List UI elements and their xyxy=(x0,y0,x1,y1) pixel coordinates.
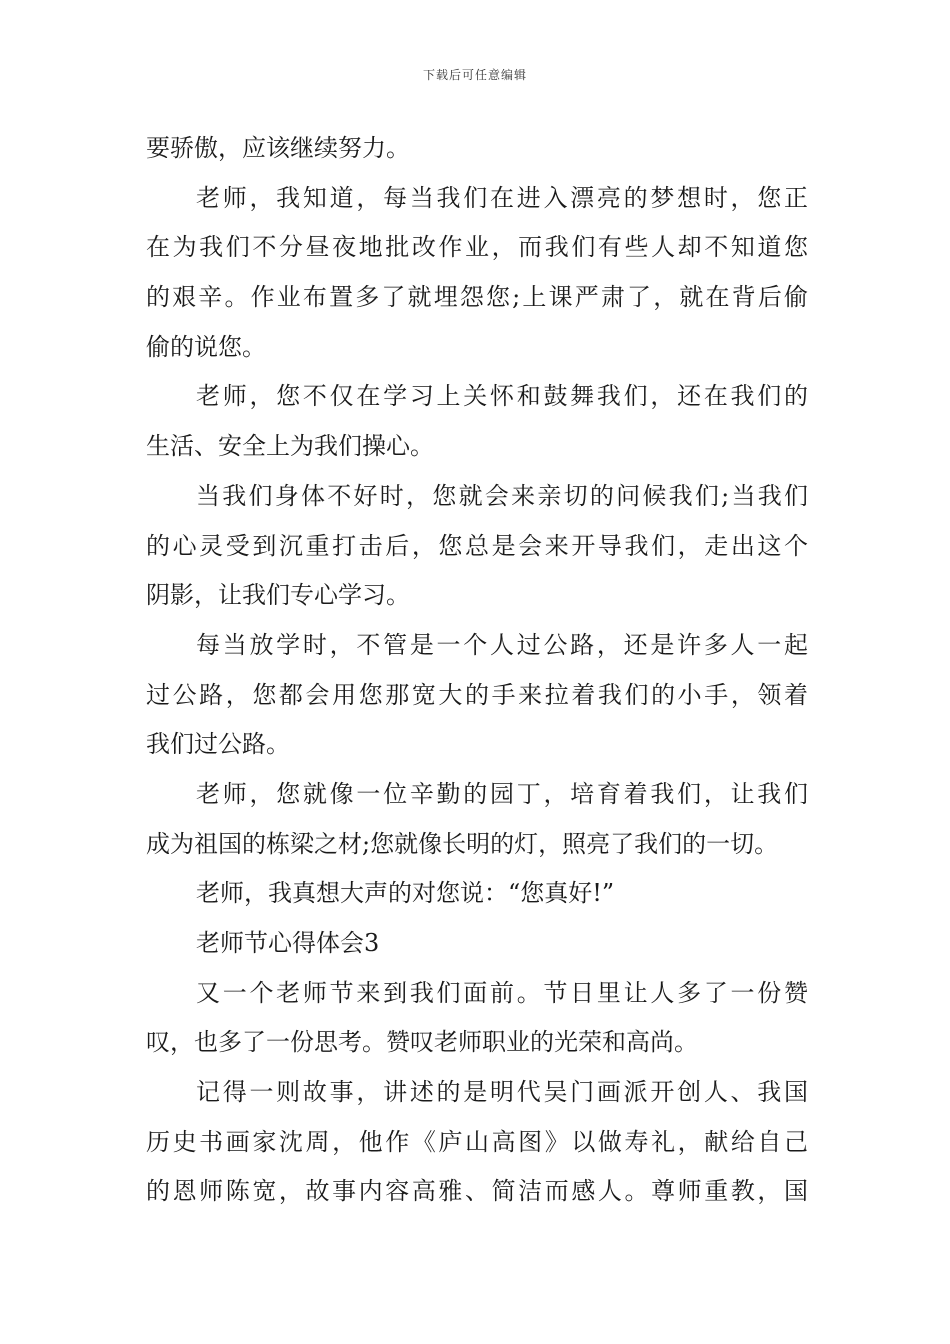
text-line: 阴影，让我们专心学习。 xyxy=(146,581,410,610)
text-line: 当我们身体不好时，您就会来亲切的问候我们;当我们 xyxy=(196,481,808,510)
text-line: 成为祖国的栋梁之材;您就像长明的灯，照亮了我们的一切。 xyxy=(146,829,779,858)
text-line: 老师节心得体会3 xyxy=(196,929,380,957)
text-line: 的恩师陈宽，故事内容高雅、简洁而感人。尊师重教，国 xyxy=(146,1177,808,1206)
text-line: 在为我们不分昼夜地批改作业，而我们有些人却不知道您 xyxy=(146,233,808,262)
text-line: 的心灵受到沉重打击后，您总是会来开导我们，走出这个 xyxy=(146,531,808,560)
text-line: 的艰辛。作业布置多了就埋怨您;上课严肃了，就在背后偷 xyxy=(146,283,808,312)
header-note: 下载后可任意编辑 xyxy=(422,68,527,82)
text-line: 老师，您不仅在学习上关怀和鼓舞我们，还在我们的 xyxy=(196,382,808,411)
text-line: 历史书画家沈周，他作《庐山高图》以做寿礼，献给自己 xyxy=(146,1127,808,1156)
text-line: 又一个老师节来到我们面前。节日里让人多了一份赞 xyxy=(196,978,808,1007)
text-line: 老师，我真想大声的对您说：“您真好!” xyxy=(196,879,615,908)
body-text xyxy=(146,124,808,1217)
text-line: 叹，也多了一份思考。赞叹老师职业的光荣和高尚。 xyxy=(146,1028,698,1057)
text-line: 老师，我知道，每当我们在进入漂亮的梦想时，您正 xyxy=(196,183,808,212)
text-line: 每当放学时，不管是一个人过公路，还是许多人一起 xyxy=(196,630,808,659)
text-line: 偷的说您。 xyxy=(146,332,266,361)
text-line: 记得一则故事，讲述的是明代吴门画派开创人、我国 xyxy=(196,1078,808,1107)
text-line: 生活、安全上为我们操心。 xyxy=(146,432,434,461)
text-line: 我们过公路。 xyxy=(146,730,290,759)
text-line: 老师，您就像一位辛勤的园丁，培育着我们，让我们 xyxy=(196,779,808,808)
text-line: 过公路，您都会用您那宽大的手来拉着我们的小手，领着 xyxy=(146,680,808,709)
text-line: 要骄傲，应该继续努力。 xyxy=(146,134,410,162)
